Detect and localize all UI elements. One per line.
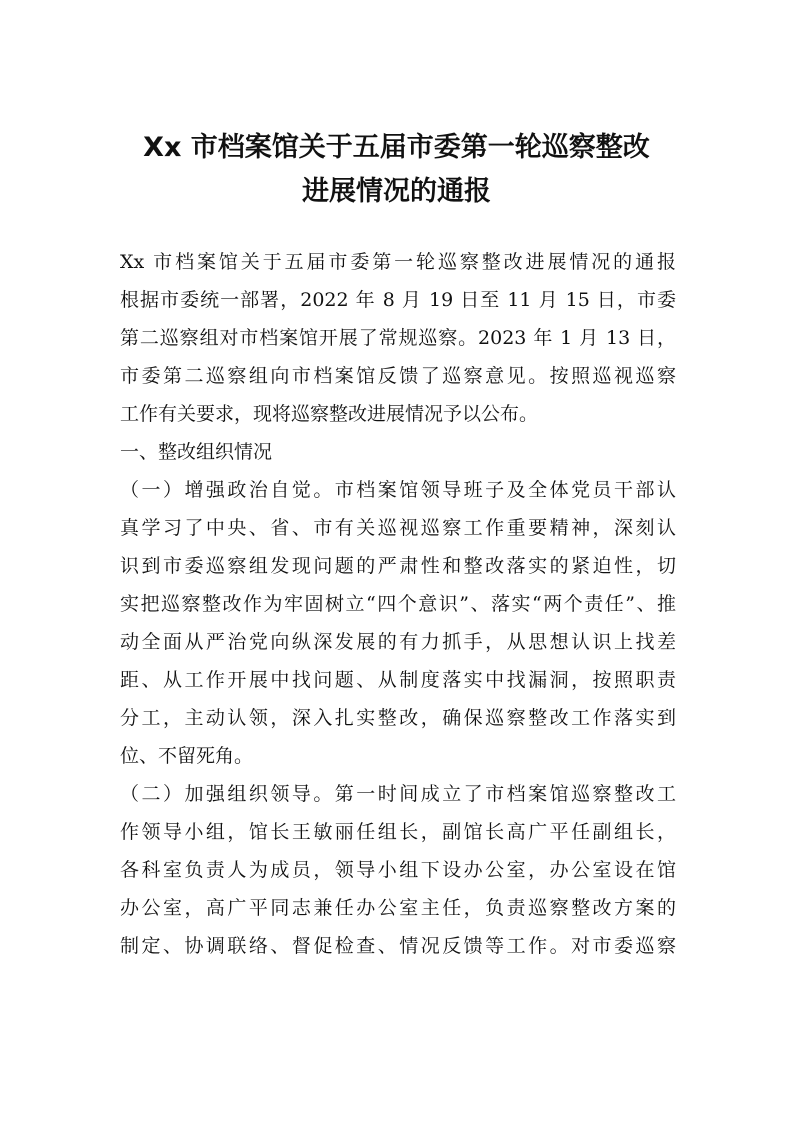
document-title-line-1: Xx 市档案馆关于五届市委第一轮巡察整改: [143, 132, 650, 163]
paragraph-line: 制定、协调联络、督促检查、情况反馈等工作。对市委巡察: [120, 935, 676, 957]
paragraph-line: 动全面从严治党向纵深发展的有力抓手，从思想认识上找差: [120, 631, 676, 653]
paragraph-line: 工作有关要求，现将巡察整改进展情况予以公布。: [120, 403, 539, 425]
paragraph-line: 各科室负责人为成员，领导小组下设办公室，办公室设在馆: [120, 859, 676, 881]
paragraph-line: （一）增强政治自觉。市档案馆领导班子及全体党员干部认: [120, 479, 676, 501]
paragraph-line: 办公室，高广平同志兼任办公室主任，负责巡察整改方案的: [120, 897, 676, 919]
paragraph-line: 一、整改组织情况: [120, 441, 273, 463]
paragraph-line: 第二巡察组对市档案馆开展了常规巡察。2023 年 1 月 13 日，: [120, 327, 676, 349]
paragraph-line: 分工，主动认领，深入扎实整改，确保巡察整改工作落实到: [120, 707, 676, 729]
paragraph-line: Xx 市档案馆关于五届市委第一轮巡察整改进展情况的通报: [120, 251, 676, 273]
document-title-line-2: 进展情况的通报: [302, 176, 491, 207]
paragraph-line: 位、不留死角。: [120, 745, 254, 767]
paragraph-line: （二）加强组织领导。第一时间成立了市档案馆巡察整改工: [120, 783, 676, 805]
paragraph-line: 距、从工作开展中找问题、从制度落实中找漏洞，按照职责: [120, 669, 676, 691]
paragraph-line: 根据市委统一部署，2022 年 8 月 19 日至 11 月 15 日，市委: [120, 289, 676, 311]
paragraph-line: 识到市委巡察组发现问题的严肃性和整改落实的紧迫性，切: [120, 555, 676, 577]
paragraph-line: 作领导小组，馆长王敏丽任组长，副馆长高广平任副组长，: [120, 821, 676, 843]
paragraph-line: 实把巡察整改作为牢固树立“四个意识”、落实“两个责任”、推: [120, 593, 676, 615]
paragraph-line: 真学习了中央、省、市有关巡视巡察工作重要精神，深刻认: [120, 517, 676, 539]
paragraph-line: 市委第二巡察组向市档案馆反馈了巡察意见。按照巡视巡察: [120, 365, 676, 387]
